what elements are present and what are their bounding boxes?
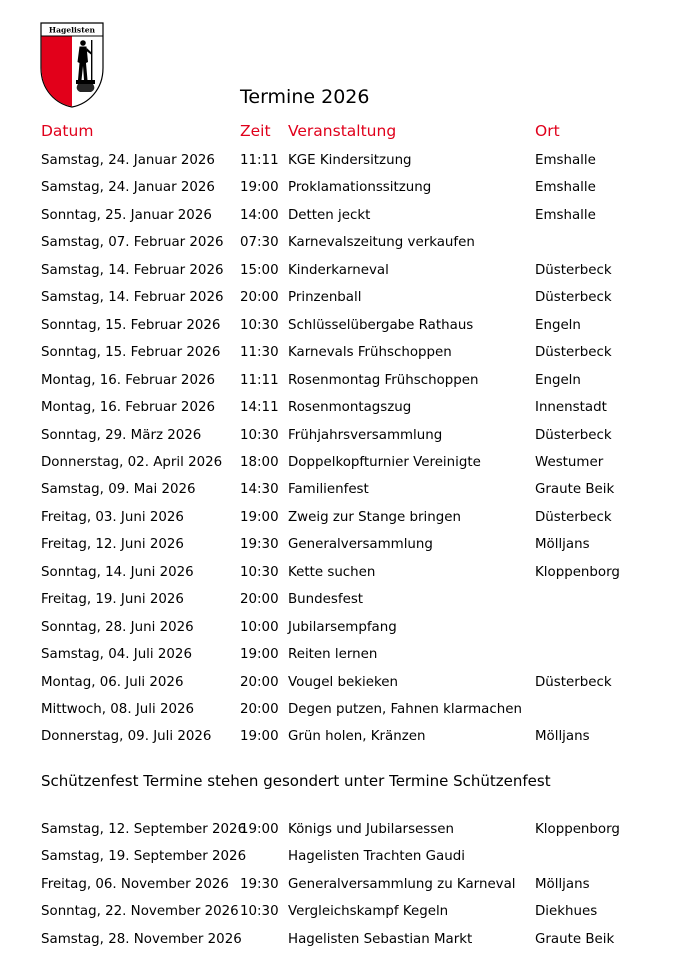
schuetzenfest-note: Schützenfest Termine stehen gesondert unter Termine Schützenfest [41, 772, 551, 790]
table-row [0, 510, 691, 537]
table-row [0, 153, 691, 180]
event-date: Samstag, 14. Februar 2026 [41, 290, 224, 306]
event-name: Prinzenball [288, 290, 362, 306]
event-time: 19:30 [240, 876, 279, 892]
event-time: 20:00 [240, 674, 279, 690]
event-name: Zweig zur Stange bringen [288, 509, 461, 525]
event-time: 07:30 [240, 235, 279, 251]
event-name: Rosenmontag Frühschoppen [288, 372, 479, 388]
table-row [0, 373, 691, 400]
event-time: 19:30 [240, 537, 279, 553]
table-row [0, 620, 691, 647]
event-place: Kloppenborg [535, 564, 620, 580]
event-date: Montag, 16. Februar 2026 [41, 372, 215, 388]
event-place: Düsterbeck [535, 427, 612, 443]
event-time: 11:11 [240, 372, 279, 388]
event-date: Samstag, 19. September 2026 [41, 849, 247, 865]
event-date: Freitag, 12. Juni 2026 [41, 537, 184, 553]
event-date: Mittwoch, 08. Juli 2026 [41, 702, 195, 717]
table-row [0, 904, 691, 931]
table-row [0, 428, 691, 455]
event-date: Samstag, 14. Februar 2026 [41, 262, 224, 278]
event-name: Generalversammlung zu Karneval [288, 876, 516, 892]
table-row [0, 592, 691, 619]
coat-of-arms-logo [40, 22, 104, 108]
event-place: Emshalle [535, 153, 596, 168]
event-date: Donnerstag, 09. Juli 2026 [41, 729, 212, 745]
event-name: Familienfest [288, 482, 369, 498]
event-date: Sonntag, 28. Juni 2026 [41, 619, 194, 635]
event-date: Montag, 06. Juli 2026 [41, 674, 184, 690]
table-row [0, 729, 691, 756]
event-name: Vougel bekieken [288, 674, 398, 690]
page-title: Termine 2026 [240, 86, 370, 108]
event-date: Donnerstag, 02. April 2026 [41, 454, 223, 470]
event-name: Hagelisten Trachten Gaudi [288, 849, 465, 865]
event-date: Freitag, 19. Juni 2026 [41, 592, 184, 608]
table-row [0, 318, 691, 345]
event-time: 14:11 [240, 400, 279, 416]
event-name: Königs und Jubilarsessen [288, 822, 454, 837]
table-row [0, 235, 691, 262]
table-row [0, 263, 691, 290]
event-name: Degen putzen, Fahnen klarmachen [288, 702, 522, 717]
event-name: Generalversammlung [288, 537, 433, 553]
event-name: Proklamationssitzung [288, 180, 432, 196]
table-row [0, 565, 691, 592]
event-time: 20:00 [240, 290, 279, 306]
event-place: Düsterbeck [535, 345, 612, 361]
event-date: Sonntag, 22. November 2026 [41, 904, 239, 920]
event-place: Emshalle [535, 207, 596, 223]
event-name: Jubilarsempfang [288, 619, 397, 635]
event-place: Mölljans [535, 876, 590, 892]
event-place: Graute Beik [535, 931, 615, 947]
event-date: Freitag, 06. November 2026 [41, 876, 229, 892]
event-time: 19:00 [240, 180, 279, 196]
event-name: Kette suchen [288, 564, 376, 580]
event-time: 10:30 [240, 564, 279, 580]
table-row [0, 647, 691, 674]
table-row [0, 208, 691, 235]
table-row [0, 345, 691, 372]
table-row [0, 400, 691, 427]
event-place: Düsterbeck [535, 290, 612, 306]
event-time: 11:11 [240, 153, 279, 168]
column-header-time: Zeit [240, 122, 271, 140]
event-name: Reiten lernen [288, 647, 378, 663]
event-date: Sonntag, 15. Februar 2026 [41, 345, 221, 361]
event-date: Samstag, 04. Juli 2026 [41, 647, 192, 663]
event-name: Karnevals Frühschoppen [288, 345, 452, 361]
table-row [0, 932, 691, 959]
shield-red-half [42, 36, 72, 106]
event-name: Karnevalszeitung verkaufen [288, 235, 475, 251]
event-name: Detten jeckt [288, 207, 371, 223]
event-name: Vergleichskampf Kegeln [288, 904, 449, 920]
event-name: Bundesfest [288, 592, 364, 608]
column-header-event: Veranstaltung [288, 122, 397, 140]
event-name: Schlüsselübergabe Rathaus [288, 317, 474, 333]
table-row [0, 180, 691, 207]
table-row [0, 455, 691, 482]
event-time: 19:00 [240, 729, 279, 745]
event-date: Samstag, 07. Februar 2026 [41, 235, 224, 251]
event-place: Düsterbeck [535, 674, 612, 690]
event-place: Mölljans [535, 537, 590, 553]
event-place: Düsterbeck [535, 509, 612, 525]
event-place: Kloppenborg [535, 822, 620, 837]
column-header-date: Datum [41, 122, 94, 140]
event-time: 19:00 [240, 822, 279, 837]
event-date: Sonntag, 14. Juni 2026 [41, 564, 194, 580]
table-row [0, 702, 691, 729]
event-time: 18:00 [240, 454, 279, 470]
column-header-place: Ort [535, 122, 560, 140]
table-row [0, 822, 691, 849]
event-time: 14:00 [240, 207, 279, 223]
event-name: Frühjahrsversammlung [288, 427, 443, 443]
event-date: Samstag, 09. Mai 2026 [41, 482, 196, 498]
event-time: 10:30 [240, 904, 279, 920]
event-place: Diekhues [535, 904, 598, 920]
table-row [0, 849, 691, 876]
event-time: 20:00 [240, 592, 279, 608]
event-place: Mölljans [535, 729, 590, 745]
event-time: 15:00 [240, 262, 279, 278]
event-date: Sonntag, 15. Februar 2026 [41, 317, 221, 333]
event-time: 20:00 [240, 702, 279, 717]
event-time: 19:00 [240, 509, 279, 525]
event-time: 10:00 [240, 619, 279, 635]
event-time: 19:00 [240, 647, 279, 663]
table-row [0, 675, 691, 702]
event-name: Rosenmontagszug [288, 400, 412, 416]
event-place: Engeln [535, 372, 581, 388]
event-name: Doppelkopfturnier Vereinigte [288, 454, 481, 470]
event-name: Hagelisten Sebastian Markt [288, 931, 473, 947]
event-date: Samstag, 24. Januar 2026 [41, 180, 215, 196]
event-place: Westumer [535, 454, 604, 470]
event-date: Sonntag, 29. März 2026 [41, 427, 202, 443]
event-time: 14:30 [240, 482, 279, 498]
table-row [0, 482, 691, 509]
event-date: Freitag, 03. Juni 2026 [41, 509, 184, 525]
event-name: Grün holen, Kränzen [288, 729, 426, 745]
logo-banner-text: Hagelisten [48, 25, 96, 35]
table-row [0, 290, 691, 317]
event-place: Graute Beik [535, 482, 615, 498]
event-place: Emshalle [535, 180, 596, 196]
event-date: Samstag, 24. Januar 2026 [41, 153, 215, 168]
event-name: Kinderkarneval [288, 262, 389, 278]
event-time: 10:30 [240, 427, 279, 443]
event-date: Sonntag, 25. Januar 2026 [41, 207, 212, 223]
event-time: 10:30 [240, 317, 279, 333]
event-name: KGE Kindersitzung [288, 153, 412, 168]
event-date: Samstag, 28. November 2026 [41, 931, 242, 947]
event-place: Düsterbeck [535, 262, 612, 278]
table-row [0, 877, 691, 904]
event-date: Samstag, 12. September 2026 [41, 822, 247, 837]
event-place: Engeln [535, 317, 581, 333]
event-time: 11:30 [240, 345, 279, 361]
table-row [0, 537, 691, 564]
event-place: Innenstadt [535, 400, 607, 416]
event-date: Montag, 16. Februar 2026 [41, 400, 215, 416]
